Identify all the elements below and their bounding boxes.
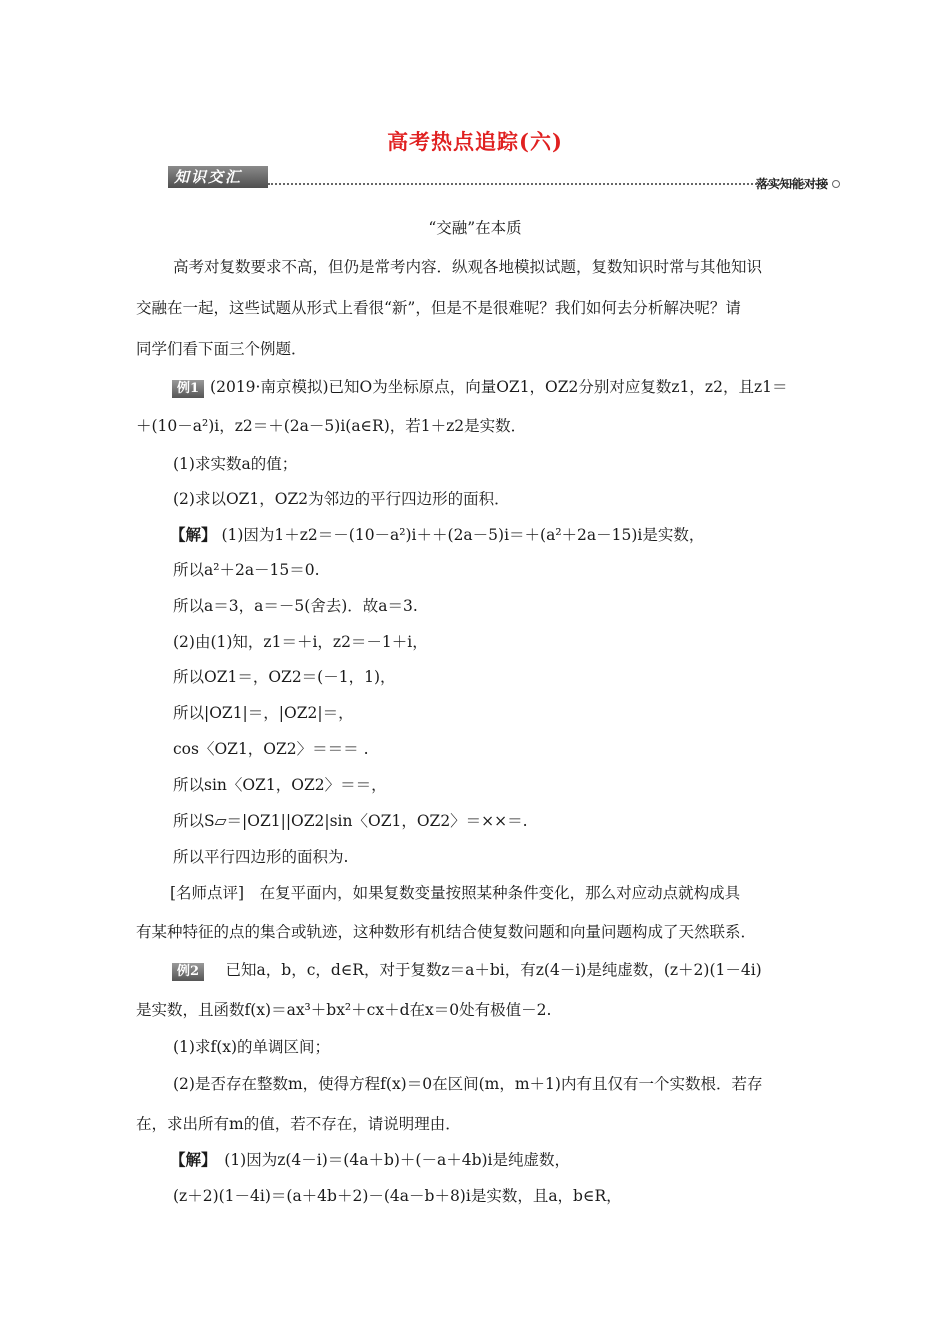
- text-line: [173, 1074, 762, 1094]
- text-line: [136, 416, 526, 436]
- text-line: [173, 667, 396, 687]
- text-line: [173, 257, 762, 277]
- line-text: 所以平行四边形的面积为.: [173, 848, 349, 866]
- text-line: [170, 883, 740, 903]
- example-tag: 例2: [172, 963, 204, 981]
- text-line: [136, 922, 756, 942]
- line-text: (2)由(1)知，z1＝＋i，z2＝－1＋i，: [173, 633, 428, 651]
- text-line: [173, 560, 320, 580]
- text-line: [173, 739, 369, 759]
- text-line: [173, 1186, 622, 1206]
- line-text: (2)是否存在整数m，使得方程f(x)＝0在区间(m，m＋1)内有且仅有一个实数根．若存: [173, 1075, 763, 1093]
- line-text: (1)求实数a的值；: [173, 455, 298, 473]
- text-line: [173, 775, 387, 795]
- solution-label: 【解】: [170, 1150, 209, 1169]
- text-line: [173, 596, 418, 616]
- text-line: [173, 489, 510, 509]
- banner-right-text: 落实知能对接: [755, 177, 828, 191]
- banner-divider: [268, 183, 828, 185]
- example-tag: 例1: [172, 380, 204, 398]
- text-line: [173, 632, 428, 652]
- text-line: [173, 847, 348, 867]
- section-banner: [168, 166, 840, 194]
- text-line: [0, 218, 950, 238]
- text-line: [172, 377, 787, 398]
- banner-tag: 知识交汇: [168, 166, 268, 188]
- text-line: [173, 811, 528, 831]
- line-text: (z＋2)(1－4i)＝(a＋4b＋2)－(4a－b＋8)i是实数，且a，b∈R，: [173, 1187, 622, 1205]
- line-text: 交融在一起，这些试题从形式上看很“新”，但是不是很难呢？我们如何去分析解决呢？请: [136, 299, 741, 317]
- text-line: [173, 454, 297, 474]
- solution-label: 【解】: [170, 525, 217, 544]
- line-text: (2019·南京模拟)已知O为坐标原点，向量OZ1，OZ2分别对应复数z1，z2，且z1＝: [210, 378, 788, 396]
- line-text: (1)因为1＋z2＝－(10－a²)i＋＋(2a－5)i＝＋(a²＋2a－15)i是实数，: [216, 526, 705, 544]
- line-text: (2)求以OZ1，OZ2为邻边的平行四边形的面积．: [173, 490, 510, 508]
- text-line: [173, 703, 354, 723]
- line-text: 有某种特征的点的集合或轨迹，这种数形有机结合使复数问题和向量问题构成了天然联系．: [136, 923, 757, 941]
- line-text: 所以a²＋2a－15＝0.: [173, 561, 320, 579]
- line-text: 在，求出所有m的值，若不存在，请说明理由．: [136, 1115, 461, 1133]
- line-text: 所以a＝3，a＝－5(舍去)．故a＝3.: [173, 597, 418, 615]
- page-title: 高考热点追踪(六): [387, 129, 563, 154]
- text-line: [172, 960, 762, 981]
- text-line: [136, 298, 741, 318]
- line-text: 同学们看下面三个例题．: [136, 340, 307, 358]
- text-line: [136, 339, 307, 359]
- banner-dot-icon: [832, 180, 840, 188]
- line-text: 所以sin〈OZ1，OZ2〉＝＝，: [173, 776, 387, 794]
- line-text: 高考对复数要求不高，但仍是常考内容．纵观各地模拟试题，复数知识时常与其他知识: [173, 258, 763, 276]
- text-line: [173, 1037, 330, 1057]
- text-line: [136, 1000, 551, 1020]
- line-text: 是实数，且函数f(x)＝ax³＋bx²＋cx＋d在x＝0处有极值－2.: [136, 1001, 552, 1019]
- text-line: [136, 1114, 461, 1134]
- line-text: [名师点评] 在复平面内，如果复数变量按照某种条件变化，那么对应动点就构成具: [170, 884, 741, 902]
- line-text: 所以OZ1＝，OZ2＝(－1，1)，: [173, 668, 396, 686]
- text-line: [170, 525, 704, 545]
- line-text: cos〈OZ1，OZ2〉＝＝＝ .: [173, 740, 369, 758]
- line-text: 所以|OZ1|＝，|OZ2|＝，: [173, 704, 354, 722]
- line-text: ＋(10－a²)i，z2＝＋(2a－5)i(a∈R)，若1＋z2是实数．: [136, 417, 527, 435]
- line-text: “交融”在本质: [428, 219, 522, 237]
- text-line: [170, 1150, 570, 1170]
- line-text: (1)求f(x)的单调区间；: [173, 1038, 331, 1056]
- line-text: 所以S▱＝|OZ1||OZ2|sin〈OZ1，OZ2〉＝××＝.: [173, 812, 528, 830]
- line-text: (1)因为z(4－i)＝(4a＋b)＋(－a＋4b)i是纯虚数，: [208, 1151, 570, 1169]
- line-text: 已知a，b，c，d∈R，对于复数z＝a＋bi，有z(4－i)是纯虚数，(z＋2)(1－4i): [210, 961, 762, 979]
